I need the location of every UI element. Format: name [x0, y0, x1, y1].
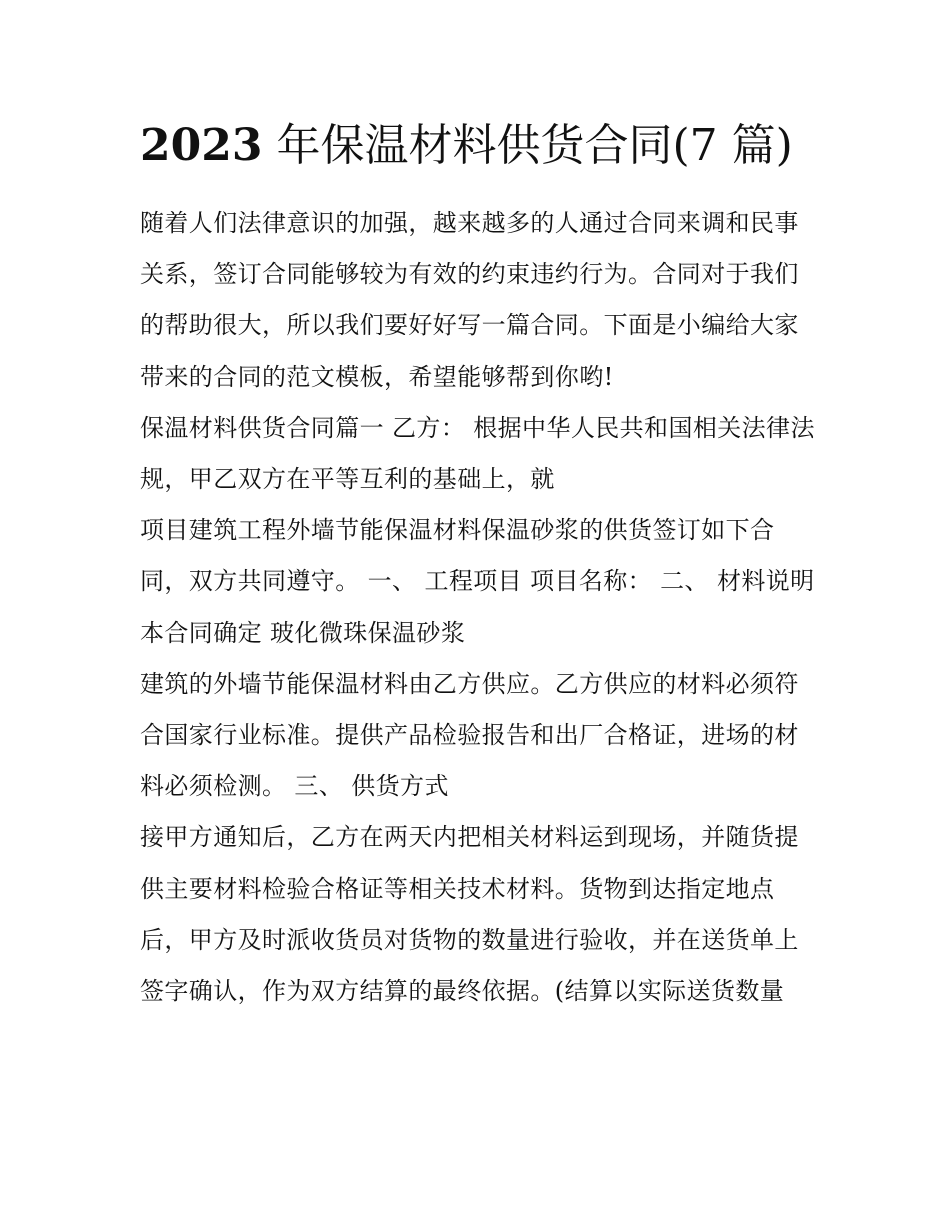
document-page: [140, 112, 820, 1017]
document-body: [140, 198, 820, 1017]
delivery-paragraph: 接甲方通知后，乙方在两天内把相关材料运到现场，并随货提供主要材料检验合格证等相关技术材料。货物到达指定地点后，甲方及时派收货员对货物的数量进行验收，并在送货单上签字确认，作为双方结算的最终依据。(结算以实际送货数量: [140, 823, 799, 1006]
title-number: 2023: [140, 120, 263, 171]
intro-paragraph: 随着人们法律意识的加强，越来越多的人通过合同来调和民事关系，签订合同能够较为有效的约束违约行为。合同对于我们的帮助很大，所以我们要好好写一篇合同。下面是小编给大家带来的合同的范文模板，希望能够帮到你哟!: [140, 209, 799, 391]
project-paragraph: 项目建筑工程外墙节能保温材料保温砂浆的供货签订如下合同，双方共同遵守。 一、 工程项目 项目名称： 二、 材料说明 本合同确定 玻化微珠保温砂浆: [140, 516, 815, 647]
material-paragraph: 建筑的外墙节能保温材料由乙方供应。乙方供应的材料必须符合国家行业标准。提供产品检验报告和出厂合格证，进场的材料必须检测。 三、 供货方式: [140, 669, 799, 801]
document-title: [140, 112, 820, 180]
title-text: 年保温材料供货合同(7 篇): [262, 120, 793, 171]
contract-heading-paragraph: 保温材料供货合同篇一 乙方： 根据中华人民共和国相关法律法规，甲乙双方在平等互利的基础上，就: [140, 413, 815, 494]
